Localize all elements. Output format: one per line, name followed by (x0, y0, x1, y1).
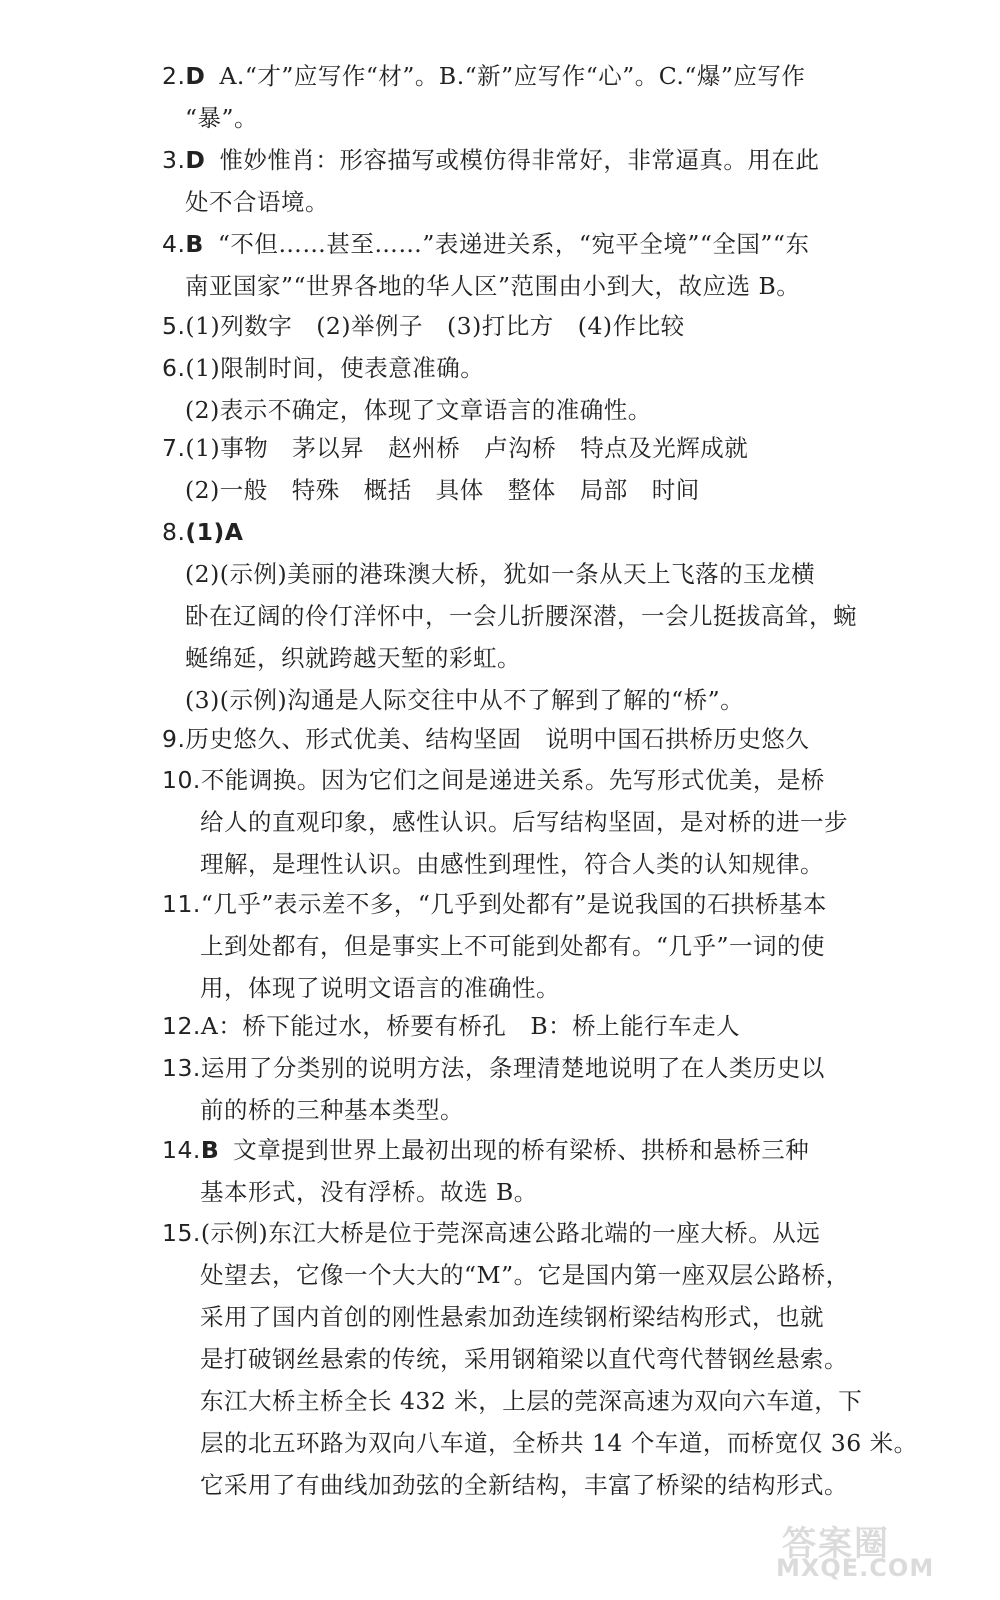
answer-text: 历史悠久、形式优美、结构坚固 说明中国石拱桥历史悠久 (185, 725, 810, 753)
answer-text-cont: (3)(示例)沟通是人际交往中从不了解到了解的“桥”。 (185, 686, 745, 714)
answer-text-cont: 层的北五环路为双向八车道，全桥共 14 个车道，而桥宽仅 36 米。 (200, 1429, 918, 1457)
answer-text-cont: “暴”。 (185, 104, 259, 132)
item-number: 9. (162, 725, 186, 753)
answer-text: 惟妙惟肖：形容描写或模仿得非常好，非常逼真。用在此 (219, 146, 820, 174)
answer-text-cont: 采用了国内首创的刚性悬索加劲连续钢桁梁结构形式，也就 (200, 1303, 824, 1331)
item-number: 5. (162, 312, 186, 340)
answer-text: 运用了分类别的说明方法，条理清楚地说明了在人类历史以 (200, 1054, 825, 1082)
answer-text-cont: 处望去，它像一个大大的“M”。它是国内第一座双层公路桥， (200, 1261, 850, 1289)
answer-text: “几乎”表示差不多，“几乎到处都有”是说我国的石拱桥基本 (200, 890, 827, 918)
answer-item-3 (162, 143, 962, 177)
answer-letter: B (185, 230, 204, 258)
watermark-title: 答案圈 (782, 1524, 890, 1564)
answer-text-cont: 前的桥的三种基本类型。 (200, 1096, 464, 1124)
item-number: 3. (162, 146, 186, 174)
item-number: 12. (162, 1012, 201, 1040)
item-number: 4. (162, 230, 186, 258)
item-number: 7. (162, 434, 186, 462)
answer-text: A.“才”应写作“材”。B.“新”应写作“心”。C.“爆”应写作 (219, 62, 806, 90)
answer-item-9 (162, 722, 962, 756)
answer-text-cont: 东江大桥主桥全长 432 米，上层的莞深高速为双向六车道，下 (200, 1387, 863, 1415)
answer-item-13 (162, 1051, 962, 1085)
answer-item-7 (162, 431, 962, 465)
answer-item-8 (162, 515, 962, 549)
answer-text-cont: (2)表示不确定，体现了文章语言的准确性。 (185, 396, 652, 424)
answer-text: (1)事物 茅以昇 赵州桥 卢沟桥 特点及光辉成就 (185, 434, 749, 462)
answer-text: 不能调换。因为它们之间是递进关系。先写形式优美，是桥 (200, 766, 825, 794)
answer-text: (1)列数字 (2)举例子 (3)打比方 (4)作比较 (185, 312, 685, 340)
answer-text-cont: 卧在辽阔的伶仃洋怀中，一会儿折腰深潜，一会儿挺拔高耸，蜿 (185, 602, 857, 630)
answer-item-11 (162, 887, 962, 921)
item-number: 6. (162, 354, 186, 382)
answer-text: A：桥下能过水，桥要有桥孔 B：桥上能行车走人 (200, 1012, 741, 1040)
answer-text-cont: 是打破钢丝悬索的传统，采用钢箱梁以直代弯代替钢丝悬索。 (200, 1345, 848, 1373)
answer-text: 文章提到世界上最初出现的桥有梁桥、拱桥和悬桥三种 (233, 1136, 810, 1164)
answer-letter: D (185, 62, 206, 90)
answer-letter: D (185, 146, 206, 174)
answer-text-cont: 蜒绵延，织就跨越天堑的彩虹。 (185, 644, 521, 672)
answer-text-cont: 基本形式，没有浮桥。故选 B。 (200, 1178, 538, 1206)
answer-text-cont: 给人的直观印象，感性认识。后写结构坚固，是对桥的进一步 (200, 808, 848, 836)
answer-text-cont: (2)(示例)美丽的港珠澳大桥，犹如一条从天上飞落的玉龙横 (185, 560, 816, 588)
answer-text-cont: (2)一般 特殊 概括 具体 整体 局部 时间 (185, 476, 700, 504)
answer-text: “不但……甚至……”表递进关系，“宛平全境”“全国”“东 (217, 230, 810, 258)
answer-text: (示例)东江大桥是位于莞深高速公路北端的一座大桥。从远 (200, 1219, 821, 1247)
answer-item-2 (162, 59, 962, 93)
answer-item-15 (162, 1216, 962, 1250)
answer-text-cont: 它采用了有曲线加劲弦的全新结构，丰富了桥梁的结构形式。 (200, 1471, 848, 1499)
answer-text: (1)限制时间，使表意准确。 (185, 354, 485, 382)
watermark-domain: MXQE.COM (776, 1554, 935, 1582)
answer-letter: B (200, 1136, 220, 1164)
item-number: 10. (162, 766, 201, 794)
item-number: 13. (162, 1054, 201, 1082)
answer-item-5 (162, 309, 962, 343)
item-number: 15. (162, 1219, 201, 1247)
answer-text: (1)A (185, 518, 244, 546)
item-number: 14. (162, 1136, 201, 1164)
watermark-logo (770, 1516, 970, 1586)
item-number: 8. (162, 518, 186, 546)
answer-item-4 (162, 227, 962, 261)
answer-item-10 (162, 763, 962, 797)
answer-item-12 (162, 1009, 962, 1043)
answer-text-cont: 南亚国家”“世界各地的华人区”范围由小到大，故应选 B。 (185, 272, 801, 300)
answer-text-cont: 处不合语境。 (185, 188, 329, 216)
answer-item-14 (162, 1133, 962, 1167)
answer-text-cont: 用，体现了说明文语言的准确性。 (200, 974, 560, 1002)
answer-text-cont: 理解，是理性认识。由感性到理性，符合人类的认知规律。 (200, 850, 824, 878)
item-number: 11. (162, 890, 201, 918)
item-number: 2. (162, 62, 186, 90)
answer-item-6 (162, 351, 962, 385)
answer-text-cont: 上到处都有，但是事实上不可能到处都有。“几乎”一词的使 (200, 932, 826, 960)
